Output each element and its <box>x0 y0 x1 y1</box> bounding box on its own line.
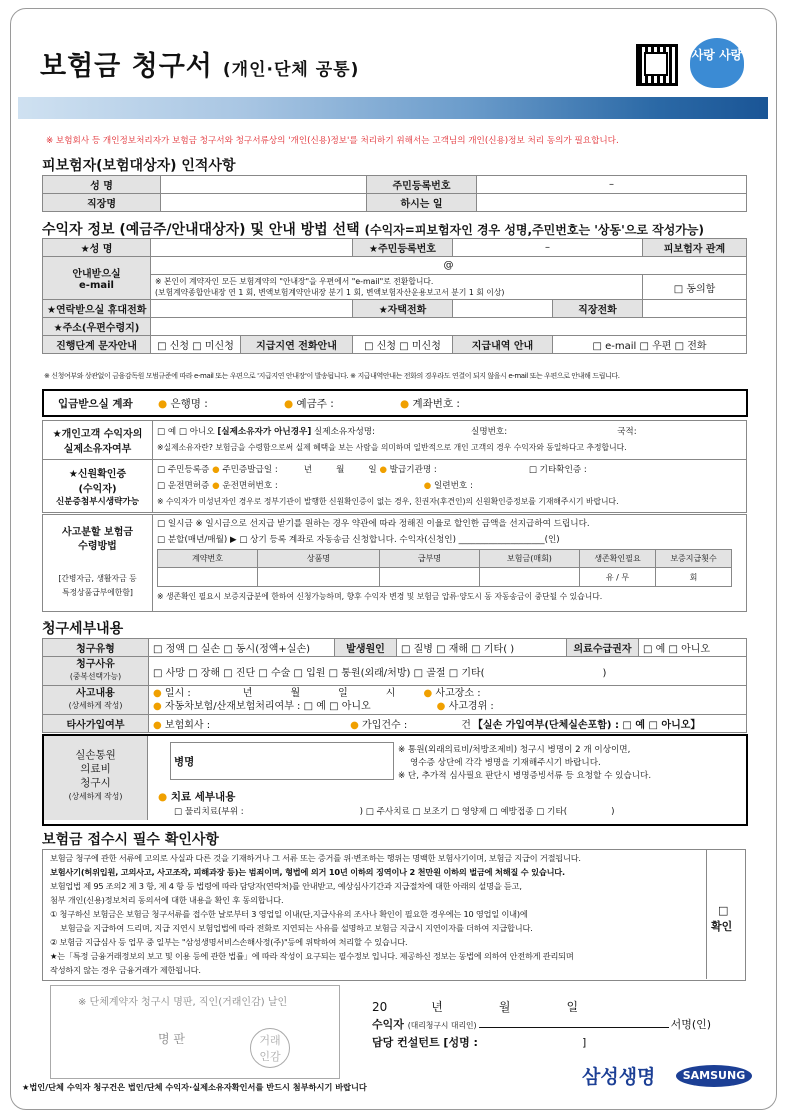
bene-mobile-label: ★연락받으실 휴대전화 <box>43 300 151 318</box>
annuity-col-amount: 보험금(매회) <box>480 550 580 568</box>
insured-name-field[interactable] <box>161 176 367 194</box>
annuity-label: 사고분할 보험금 수령방법 [간병자금, 생활자금 등 특정상품급부에한함] <box>43 515 153 612</box>
annuity-grid <box>157 549 732 587</box>
privacy-notice: ※ 보험회사 등 개인정보처리자가 보험금 청구서와 청구서류상의 '개인(신용)정보'를 처리하기 위해서는 고객님의 개인(신용)정보 처리 동의가 필요합니다. <box>46 136 619 146</box>
claim-type-options[interactable]: □ 정액 □ 실손 □ 동시(정액+실손) <box>149 639 335 657</box>
annuity-note: ※ 생존확인 필요시 보증지급분에 한하여 신청가능하며, 향후 수익자 변경 및 보험금 압류·양도시 동 자동송금이 중단될 수 있습니다. <box>157 592 603 601</box>
bene-name-field[interactable] <box>151 239 353 257</box>
annuity-cell-benefit[interactable] <box>380 568 480 587</box>
annuity-col-survival: 생존확인필요 <box>580 550 656 568</box>
identity-label: ★신원확인증 (수익자) 신분증첨부시생략가능 <box>43 460 153 513</box>
claim-cause-label: 발생원인 <box>335 639 397 657</box>
delay-label: 지급지연 전화안내 <box>241 336 353 354</box>
seal-circle: 거래 인감 <box>250 1028 290 1068</box>
claim-reason-label: 청구사유 (중복선택가능) <box>43 657 149 686</box>
annuity-table <box>42 514 747 612</box>
bene-email-label: 안내받으실 e-mail <box>43 257 151 300</box>
claim-content-label: 사고내용 (상세하게 작성) <box>43 686 149 715</box>
section-claim-title: 청구세부내용 <box>42 621 124 637</box>
footer-note: ★법인/단체 수익자 청구건은 법인/단체 수익자·실제소유자확인서를 반드시 첨부하시기 바랍니다 <box>22 1082 367 1092</box>
claim-content-fields[interactable]: ● 일시 : 년 월 일 시 ● 사고장소 : ● 자동차보험/산재보험처리여부 : □ 예 □ 아니오 ● 사고경위 : <box>149 686 747 715</box>
insured-table <box>42 175 747 212</box>
owner-label: ★개인고객 수익자의 실제소유자여부 <box>43 421 153 460</box>
claim-cause-options[interactable]: □ 질병 □ 재해 □ 기타( ) <box>397 639 567 657</box>
annuity-split-option[interactable]: □ 분할(매년/매월) ▶ □ 상기 등록 계좌로 자동송금 신청합니다. 수익자(신청인) ____________________(인) <box>157 535 560 545</box>
bene-rrn-label: ★주민등록번호 <box>353 239 453 257</box>
claim-reason-options[interactable]: □ 사망 □ 장해 □ 진단 □ 수술 □ 입원 □ 통원(외래/처방) □ 골절 □ 기타( ) <box>149 657 747 686</box>
claim-table <box>42 638 747 733</box>
confirm-line-3: 보험업법 제 95 조의2 제 3 항, 제 4 항 등 법령에 따라 담당자(연락처)를 안내받고, 예상심사기간과 지급절차에 대한 아래의 설명을 듣고, <box>50 881 522 891</box>
page-title: 보험금 청구서 (개인·단체 공통) <box>40 51 360 82</box>
confirm-line-6: 보험금을 지급하여 드리며, 지급 지연시 보험업법에 따라 전화로 지연되는 사유를 설명하고 보험금 지급시 지연이자를 더하여 지급합니다. <box>60 923 533 933</box>
confirm-checkbox[interactable]: □ <box>718 904 729 917</box>
disease-label: 병명 <box>174 756 195 768</box>
section-confirm-title: 보험금 접수시 필수 확인사항 <box>42 832 219 848</box>
confirm-line-5: ① 청구하신 보험금은 보험금 청구서류를 접수한 날로부터 3 영업일 이내(단,지급사유의 조사나 확인이 필요한 경우에는 10 영업일 이내)에 <box>50 909 528 919</box>
bene-home-field[interactable] <box>453 300 553 318</box>
annuity-cell-amount[interactable] <box>480 568 580 587</box>
disease-field[interactable] <box>170 742 394 780</box>
annuity-content <box>153 515 747 612</box>
annuity-cell-contract[interactable] <box>158 568 258 587</box>
samsung-life-logo: 삼성생명 <box>582 1066 656 1088</box>
stamp-label: 명 판 <box>158 1032 185 1046</box>
bene-relation-label: 피보험자 관계 <box>643 239 747 257</box>
account-number-field[interactable]: ● 계좌번호 : <box>400 398 460 410</box>
treatment-title: ● 치료 세부내용 <box>158 791 236 803</box>
bene-home-label: ★자택전화 <box>353 300 453 318</box>
payinfo-options[interactable]: □ e-mail □ 우편 □ 전화 <box>553 336 747 354</box>
confirm-line-7: ② 보험금 지급심사 등 업무 중 일부는 "삼성생명서비스손해사정(주)"등에 위탁하여 처리할 수 있습니다. <box>50 937 408 947</box>
bene-rrn-field[interactable]: – <box>453 239 643 257</box>
claim-aid-label: 의료수급권자 <box>567 639 639 657</box>
medical-note: ※ 통원(외래의료비/처방조제비) 청구시 병명이 2 개 이상이면, 영수증 상단에 각각 병명을 기재해주시기 바랍니다. ※ 단, 추가적 심사필요 판단시 병명증빙서류 등 요청할 수 있습니다. <box>398 745 652 781</box>
annuity-col-contract: 계약번호 <box>158 550 258 568</box>
samsung-logo: SAMSUNG <box>676 1065 752 1087</box>
bene-work-field[interactable] <box>643 300 747 318</box>
confirm-line-2: 보험사기(허위입원, 고의사고, 사고조작, 피해과장 등)는 범죄이며, 형법에 의거 10년 이하의 징역이나 2 천만원 이하의 벌금에 처해질 수 있습니다. <box>50 867 565 877</box>
annuity-cell-count[interactable]: 회 <box>656 568 732 587</box>
qr-code-inner <box>644 52 668 76</box>
sign-date[interactable]: 20 년 월 일 <box>372 1000 579 1014</box>
confirm-line-8: ★는「특정 금융거래정보의 보고 및 이용 등에 관한 법률」에 따라 작성이 요구되는 필수정보 입니다. 제공하신 정보는 동법에 의하여 안전하게 관리되며 <box>50 951 574 961</box>
identity-content[interactable]: □ 주민등록증 ● 주민증발급일 : 년 월 일 ● 발급기관명 : □ 기타확인증 : □ 운전면허증 ● 운전면허번호 : ● 일련번호 : ※ 수익자가 미성년자인 경우로 정부기관이 발행한 신원확인증이 없는 경우, 친권자(후견인)의 신원확인증정보를 기재해주시기 바랍니다. <box>153 460 747 513</box>
beneficiary-table <box>42 238 747 354</box>
delay-options[interactable]: □ 신청 □ 미신청 <box>353 336 453 354</box>
claim-other-fields[interactable]: ● 보험회사 : ● 가입건수 : 건 【실손 가입여부(단체실손포함) : □ 예 □ 아니오】 <box>149 715 747 733</box>
account-holder-field[interactable]: ● 예금주 : <box>284 398 334 410</box>
annuity-col-product: 상품명 <box>258 550 380 568</box>
bene-name-label: ★성 명 <box>43 239 151 257</box>
insured-job-label: 직장명 <box>43 194 161 212</box>
claim-aid-options[interactable]: □ 예 □ 아니오 <box>639 639 747 657</box>
confirm-line-4: 첨부 개인(신용)정보처리 동의서에 대한 내용을 확인 후 동의합니다. <box>50 895 284 905</box>
insured-duty-label: 하시는 일 <box>367 194 477 212</box>
bene-email-note: ※ 본인이 계약자인 모든 보험계약의 "안내장"을 우편에서 "e-mail"로 전환합니다. (보험계약종합안내장 연 1 회, 변액보험계약안내장 분기 1 회, 변액보험자산운용보고서 분기 1 회 이상) <box>151 275 643 300</box>
header-gradient-bar <box>18 97 768 119</box>
payinfo-label: 지급내역 안내 <box>453 336 553 354</box>
insured-name-label: 성 명 <box>43 176 161 194</box>
sms-label: 진행단계 문자안내 <box>43 336 151 354</box>
annuity-cell-survival[interactable]: 유 / 무 <box>580 568 656 587</box>
consultant-sign[interactable]: 담당 컨설턴트 [성명 : ] <box>372 1036 587 1049</box>
claim-other-label: 타사가입여부 <box>43 715 149 733</box>
sms-options[interactable]: □ 신청 □ 미신청 <box>151 336 241 354</box>
claim-type-label: 청구유형 <box>43 639 149 657</box>
confirm-line-1: 보험금 청구에 관한 서류에 고의로 사실과 다른 것을 기재하거나 그 서류 또는 증거를 위·변조하는 행위는 명백한 보험사기이며, 보험금 지급이 거절됩니다. <box>50 853 581 863</box>
account-box <box>42 389 748 417</box>
stamp-note: ※ 단체계약자 청구시 명판, 직인(거래인감) 날인 <box>78 997 288 1008</box>
confirm-line-9: 작성하지 않는 경우 금융거래가 제한됩니다. <box>50 965 201 975</box>
annuity-cell-product[interactable] <box>258 568 380 587</box>
treatment-options[interactable]: □ 물리치료(부위 : ) □ 주사치료 □ 보조기 □ 영양제 □ 예방접종 □ 기타( ) <box>174 807 615 817</box>
section-beneficiary-note: (수익자=피보험자인 경우 성명,주민번호는 '상동'으로 작성가능) <box>364 223 704 237</box>
owner-identity-table <box>42 420 747 513</box>
bene-email-field[interactable]: @ <box>151 257 747 275</box>
account-bank-field[interactable]: ● 은행명 : <box>158 398 208 410</box>
bene-work-label: 직장전화 <box>553 300 643 318</box>
confirm-check-label: 확인 <box>711 920 733 933</box>
section-insured-title: 피보험자(보험대상자) 인적사항 <box>42 158 236 174</box>
email-consent-checkbox[interactable]: □ 동의함 <box>643 275 747 300</box>
claimant-sign[interactable]: 수익자 (대리청구시 대리인) 서명(인) <box>372 1018 712 1031</box>
bene-mobile-field[interactable] <box>151 300 353 318</box>
annuity-col-benefit: 급부명 <box>380 550 480 568</box>
owner-content[interactable]: □ 예 □ 아니오 [실제소유자가 아닌경우] 실제소유자성명: 실명번호: 국적: ※실제소유자란? 보험금을 수령함으로써 실제 혜택을 보는 사람을 의미하며 일반적으로 개인 고객의 경우 수익자와 동일하다고 추정합니다. <box>153 421 747 460</box>
bene-addr-field[interactable] <box>151 318 747 336</box>
insured-job-field[interactable] <box>161 194 367 212</box>
annuity-lump-option[interactable]: □ 일시금 ※ 일시금으로 선지급 받기를 원하는 경우 약관에 따라 정해진 이율로 할인한 금액을 선지급하여 드립니다. <box>157 519 590 529</box>
insured-rrn-label: 주민등록번호 <box>367 176 477 194</box>
notice-footnote: ※ 신청여부와 상관없이 금융감독원 모범규준에 따라 e-mail 또는 우편으로 '지급지연 안내장'이 발송됩니다. ※ 지급내역안내는 전화의 경우라도 연결이 되지 않을시 e-mail 또는 우편으로 안내해 드립니다. <box>44 372 620 380</box>
account-label: 입금받으실 계좌 <box>58 398 133 410</box>
bene-addr-label: ★주소(우편수령지) <box>43 318 151 336</box>
page-subtitle: (개인·단체 공통) <box>222 60 360 80</box>
confirm-text <box>50 851 704 977</box>
insured-duty-field[interactable] <box>477 194 747 212</box>
insured-rrn-field[interactable]: – <box>477 176 747 194</box>
medical-label: 실손통원 의료비 청구시 (상세하게 작성) <box>44 736 148 820</box>
heart-logo-icon: 사랑 사랑 <box>690 38 744 88</box>
section-beneficiary-title: 수익자 정보 (예금주/안내대상자) 및 안내 방법 선택 (수익자=피보험자인 경우 성명,주민번호는 '상동'으로 작성가능) <box>42 222 704 238</box>
annuity-col-count: 보증지급횟수 <box>656 550 732 568</box>
